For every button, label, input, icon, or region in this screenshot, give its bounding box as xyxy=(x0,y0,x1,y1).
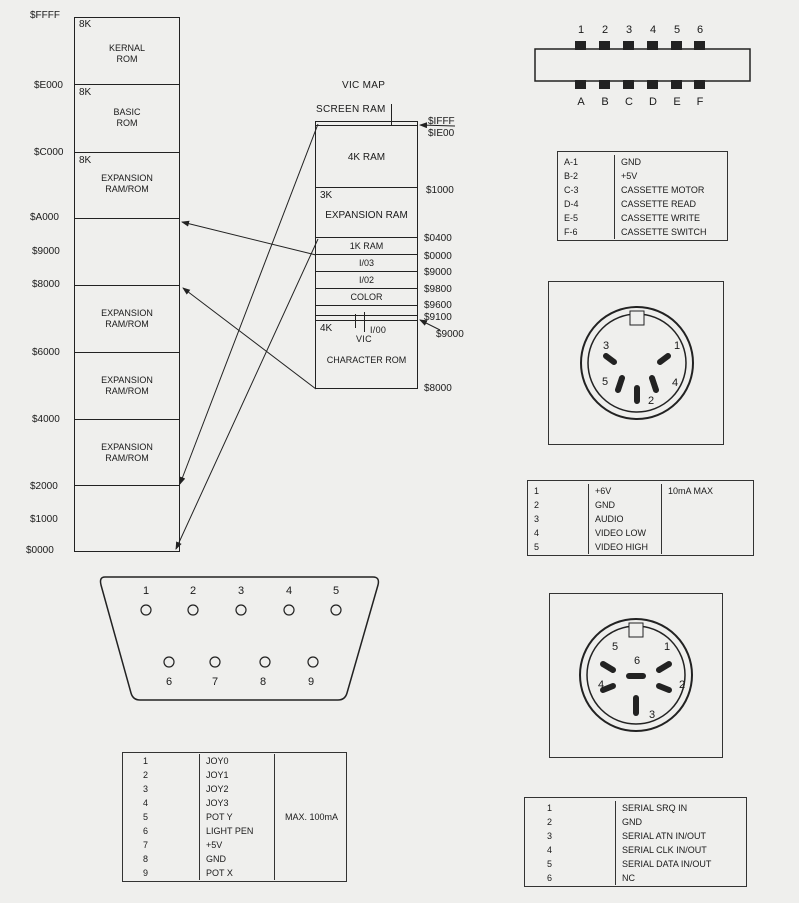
pin-number: 2 xyxy=(678,679,686,691)
pin-number: 1 xyxy=(577,24,585,36)
pin-number: 2 xyxy=(189,585,197,597)
table-row: 6 NC xyxy=(525,871,717,885)
table-row: 2 JOY1 xyxy=(123,768,344,782)
table-row: 4 JOY3 xyxy=(123,796,344,810)
table-row: 5 POT Y xyxy=(123,810,344,824)
vic-address: $1000 xyxy=(426,185,454,196)
vic-address: $0400 xyxy=(424,233,452,244)
pin-number: 5 xyxy=(673,24,681,36)
address-bottom: $0000 xyxy=(26,545,54,556)
table-row: 5 VIDEO HIGH xyxy=(528,540,719,554)
pin-number: 3 xyxy=(648,709,656,721)
table-row: E-5 CASSETTE WRITE xyxy=(558,211,713,225)
table-row: B-2 +5V xyxy=(558,169,713,183)
vic-address: $IFFF xyxy=(428,116,455,127)
video-din-5-icon xyxy=(572,298,702,428)
table-row: F-6 CASSETTE SWITCH xyxy=(558,225,713,239)
pin-letter: D xyxy=(649,96,657,108)
pin-number: 6 xyxy=(633,655,641,667)
vic-address: $9600 xyxy=(424,300,452,311)
block-label: EXPANSION xyxy=(101,442,153,452)
arrow-ie00 xyxy=(420,125,455,126)
table-row: 3 JOY2 xyxy=(123,782,344,796)
pin-number: 3 xyxy=(625,24,633,36)
block-label: RAM/ROM xyxy=(105,184,149,194)
pin-number: 1 xyxy=(663,641,671,653)
pin-number: 4 xyxy=(671,377,679,389)
block-label: EXPANSION xyxy=(101,308,153,318)
block-label: EXPANSION xyxy=(101,375,153,385)
pin-number: 4 xyxy=(649,24,657,36)
arrow-io-to-a000 xyxy=(182,222,316,255)
pin-number: 1 xyxy=(673,340,681,352)
block-size: 8K xyxy=(79,87,92,98)
table-row: 1 JOY0 MAX. 100mA xyxy=(123,754,344,768)
block-label: BASIC xyxy=(113,107,141,117)
screen-ram-label: SCREEN RAM xyxy=(316,104,386,115)
pin-number: 9 xyxy=(307,676,315,688)
address-label: $4000 xyxy=(32,414,60,425)
pin-number: 3 xyxy=(237,585,245,597)
pin-number: 1 xyxy=(142,585,150,597)
vic-cell-size: 3K xyxy=(320,190,333,201)
pin-number: 5 xyxy=(332,585,340,597)
pin-number: 2 xyxy=(647,395,655,407)
vic-cell-label: 1K RAM xyxy=(349,241,384,251)
vic-cell-label: I/02 xyxy=(358,275,374,285)
table-row: 2 GND xyxy=(525,815,717,829)
control-port-current-note: MAX. 100mA xyxy=(275,754,345,880)
table-row: D-4 CASSETTE READ xyxy=(558,197,713,211)
vic-address: $9800 xyxy=(424,284,452,295)
cassette-edge-connector-icon xyxy=(530,36,760,96)
block-label: RAM/ROM xyxy=(105,319,149,329)
pin-letter: C xyxy=(625,96,633,108)
address-label: $1000 xyxy=(30,514,58,525)
table-row: 3 AUDIO xyxy=(528,512,719,526)
table-row: 4 SERIAL CLK IN/OUT xyxy=(525,843,717,857)
pin-letter: B xyxy=(601,96,609,108)
vic-label: VIC xyxy=(356,334,372,344)
table-row: 5 SERIAL DATA IN/OUT xyxy=(525,857,717,871)
pin-number: 8 xyxy=(259,676,267,688)
table-row: C-3 CASSETTE MOTOR xyxy=(558,183,713,197)
block-label: ROM xyxy=(116,54,138,64)
address-label: $8000 xyxy=(32,279,60,290)
vic-address: $IE00 xyxy=(428,128,455,139)
address-label: $6000 xyxy=(32,347,60,358)
video-current-note: 10mA MAX xyxy=(662,484,720,554)
cassette-pin-table xyxy=(557,151,728,241)
serial-din-6-icon xyxy=(571,610,701,740)
vic-address: $9100 xyxy=(424,312,452,323)
pin-letter: F xyxy=(696,96,704,108)
table-row: 1 SERIAL SRQ IN xyxy=(525,801,717,815)
vic-cell-label: I/03 xyxy=(358,258,374,268)
table-row: 4 VIDEO LOW xyxy=(528,526,719,540)
serial-pin-table xyxy=(524,797,747,887)
pin-number: 5 xyxy=(601,376,609,388)
control-port-pin-table xyxy=(122,752,347,882)
pin-letter: E xyxy=(673,96,681,108)
table-row: 8 GND xyxy=(123,852,344,866)
arrow-screen-to-2000 xyxy=(180,124,318,484)
address-top: $FFFF xyxy=(30,10,60,21)
block-label: EXPANSION xyxy=(101,173,153,183)
block-size: 8K xyxy=(79,155,92,166)
io0-label: I/00 xyxy=(370,325,387,335)
pin-number: 4 xyxy=(285,585,293,597)
vic-cell-label: CHARACTER ROM xyxy=(326,355,407,365)
pin-letter: A xyxy=(577,96,585,108)
table-row: 1 +6V 10mA MAX xyxy=(528,484,719,498)
pin-number: 6 xyxy=(165,676,173,688)
pin-number: 3 xyxy=(602,340,610,352)
block-label: RAM/ROM xyxy=(105,453,149,463)
pin-number: 6 xyxy=(696,24,704,36)
arrow-9000 xyxy=(420,320,440,330)
pin-number: 5 xyxy=(611,641,619,653)
pin-number: 7 xyxy=(211,676,219,688)
address-label: $E000 xyxy=(34,80,63,91)
vic-map-title: VIC MAP xyxy=(342,80,386,91)
vic-cell-label: COLOR xyxy=(350,292,383,302)
pin-number: 2 xyxy=(601,24,609,36)
vic-address: $9000 xyxy=(424,267,452,278)
vic-address: $8000 xyxy=(424,383,452,394)
block-size: 8K xyxy=(79,19,92,30)
pin-number: 4 xyxy=(597,679,605,691)
table-row: 9 POT X xyxy=(123,866,344,880)
video-pin-table xyxy=(527,480,754,556)
block-label: KERNAL xyxy=(108,43,145,53)
vic-cell-label: EXPANSION RAM xyxy=(325,210,408,221)
address-label: $C000 xyxy=(34,147,64,158)
table-row: 7 +5V xyxy=(123,838,344,852)
address-label: $2000 xyxy=(30,481,58,492)
vic-cell-size: 4K xyxy=(320,323,333,334)
vic-address: $9000 xyxy=(436,329,464,340)
table-row: 2 GND xyxy=(528,498,719,512)
table-row: A-1 GND xyxy=(558,155,713,169)
block-label: ROM xyxy=(116,118,138,128)
address-label: $9000 xyxy=(32,246,60,257)
address-label: $A000 xyxy=(30,212,59,223)
vic-address: $0000 xyxy=(424,251,452,262)
arrow-1k-to-0000 xyxy=(176,239,318,549)
vic-cell-label: 4K RAM xyxy=(347,152,386,163)
table-row: 6 LIGHT PEN xyxy=(123,824,344,838)
table-row: 3 SERIAL ATN IN/OUT xyxy=(525,829,717,843)
block-label: RAM/ROM xyxy=(105,386,149,396)
